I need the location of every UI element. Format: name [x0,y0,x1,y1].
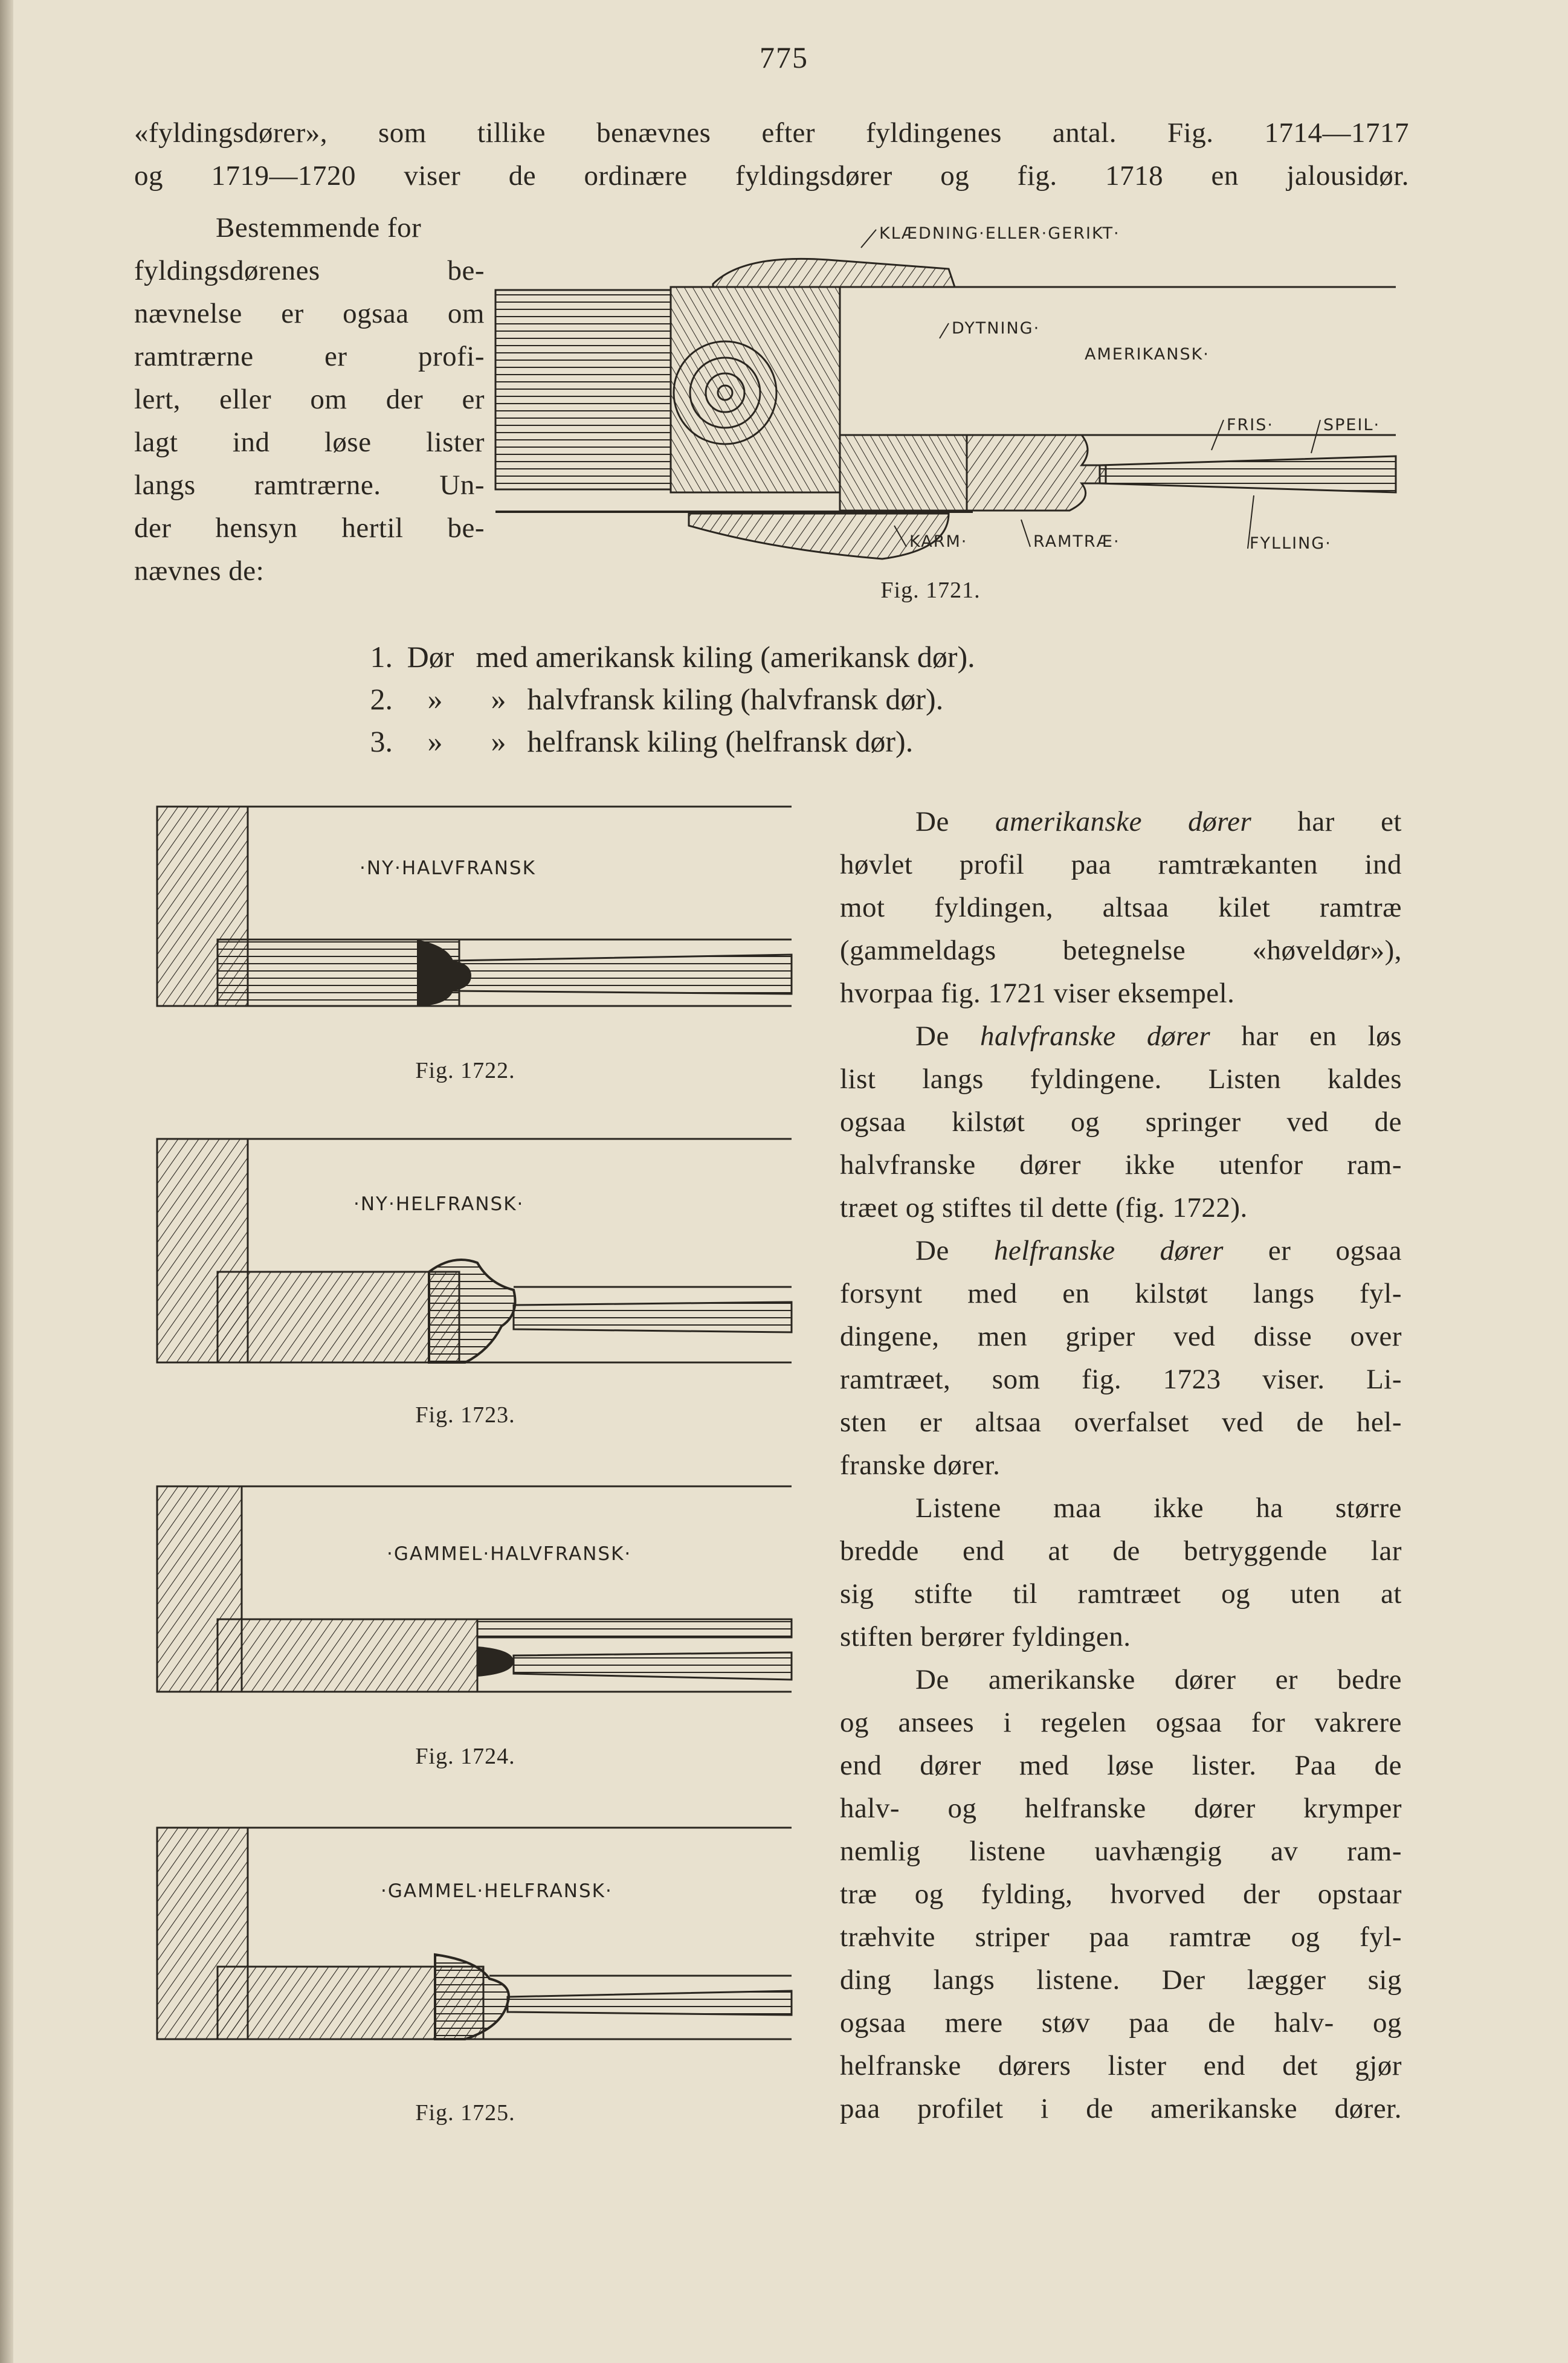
label-gammel-halvfransk: ·GAMMEL·HALVFRANSK· [387,1543,632,1565]
side-line: der hensyn hertil be- [134,512,485,544]
body-line: træet og stiftes til dette (fig. 1722). [840,1192,1248,1223]
body-line: paa profilet i de amerikanske dører. [840,2093,1402,2124]
label-karm: KARM· [909,532,968,551]
body-line: træhvite striper paa ramtræ og fyl- [840,1921,1402,1953]
figure-1721 [489,211,1432,598]
caption-fig-1725: Fig. 1725. [415,2100,515,2126]
body-line: ogsaa mere støv paa de halv- og [840,2007,1402,2039]
side-line: langs ramtrærne. Un- [134,469,485,501]
body-line: bredde end at de betryggende lar [840,1535,1402,1567]
list-item-3: 3. » » helfransk kiling (helfransk dør). [370,724,914,758]
label-kledning: KLÆDNING·ELLER·GERIKT· [879,224,1120,243]
intro-line-1: «fyldingsdører», som tillike benævnes efter fyldingenes antal. Fig. 1714—1717 [134,117,1409,149]
label-gammel-helfransk: ·GAMMEL·HELFRANSK· [381,1880,613,1902]
side-line: lert, eller om der er [134,384,485,415]
body-line: franske dører. [840,1449,1001,1481]
page-number: 775 [760,40,808,74]
paragraph-amerikanske-first-line: De amerikanske dører har et [915,806,1402,837]
label-ny-halvfransk: ·NY·HALVFRANSK [360,857,536,879]
label-fylling: FYLLING· [1250,534,1332,553]
caption-fig-1722: Fig. 1722. [415,1058,515,1083]
label-amerikansk: AMERIKANSK· [1085,345,1210,364]
body-line: hvorpaa fig. 1721 viser eksempel. [840,978,1235,1009]
body-line: De amerikanske dører er bedre [915,1664,1402,1695]
label-ramtre: RAMTRÆ· [1033,532,1120,551]
label-dytning: DYTNING· [952,319,1040,338]
body-line: stiften berører fyldingen. [840,1621,1131,1652]
body-line: træ og fylding, hvorved der opstaar [840,1878,1402,1910]
side-line: nævnelse er ogsaa om [134,298,485,329]
body-line: sig stifte til ramtræet og uten at [840,1578,1402,1610]
side-line: fyldingsdørenes be- [134,255,485,286]
body-line: end dører med løse lister. Paa de [840,1750,1402,1781]
body-line: forsynt med en kilstøt langs fyl- [840,1278,1402,1309]
intro-line-2: og 1719—1720 viser de ordinære fyldingsdører og fig. 1718 en jalousidør. [134,160,1409,192]
body-line: halv- og helfranske dører krymper [840,1793,1402,1824]
body-line: list langs fyldingene. Listen kaldes [840,1063,1402,1095]
list-item-2: 2. » » halvfransk kiling (halvfransk dør). [370,682,944,716]
body-line: høvlet profil paa ramtrækanten ind [840,849,1402,880]
paragraph-halvfranske-first-line: De halvfranske dører har en løs [915,1020,1402,1052]
side-line: lagt ind løse lister [134,427,485,458]
paragraph-helfranske-first-line: De helfranske dører er ogsaa [915,1235,1402,1266]
side-line: nævnes de: [134,555,265,587]
caption-fig-1724: Fig. 1724. [415,1744,515,1769]
figure-1723 [151,1133,798,1399]
body-line: og ansees i regelen ogsaa for vakrere [840,1707,1402,1738]
figure-1722 [151,801,798,1042]
caption-fig-1721: Fig. 1721. [880,578,981,603]
figure-1725 [151,1822,798,2057]
page-edge [0,0,13,2363]
label-ny-helfransk: ·NY·HELFRANSK· [353,1193,524,1215]
label-speil: SPEIL· [1323,416,1381,434]
list-item-1: 1. Dør med amerikansk kiling (amerikansk dør). [370,640,975,674]
label-fris: FRIS· [1227,416,1274,434]
side-line: Bestemmende for [216,212,422,243]
body-line: dingene, men griper ved disse over [840,1321,1402,1352]
body-line: nemlig listene uavhængig av ram- [840,1836,1402,1867]
side-line: ramtrærne er profi- [134,341,485,372]
body-line: (gammeldags betegnelse «høveldør»), [840,935,1402,966]
body-line: helfranske dørers lister end det gjør [840,2050,1402,2081]
body-line: ramtræet, som fig. 1723 viser. Li- [840,1364,1402,1395]
body-line: sten er altsaa overfalset ved de hel- [840,1407,1402,1438]
body-line: ding langs listene. Der lægger sig [840,1964,1402,1996]
body-line: halvfranske dører ikke utenfor ram- [840,1149,1402,1181]
body-line: mot fyldingen, altsaa kilet ramtræ [840,892,1402,923]
body-line: Listene maa ikke ha større [915,1492,1402,1524]
caption-fig-1723: Fig. 1723. [415,1402,515,1428]
body-line: ogsaa kilstøt og springer ved de [840,1106,1402,1138]
figure-1724 [151,1480,798,1710]
